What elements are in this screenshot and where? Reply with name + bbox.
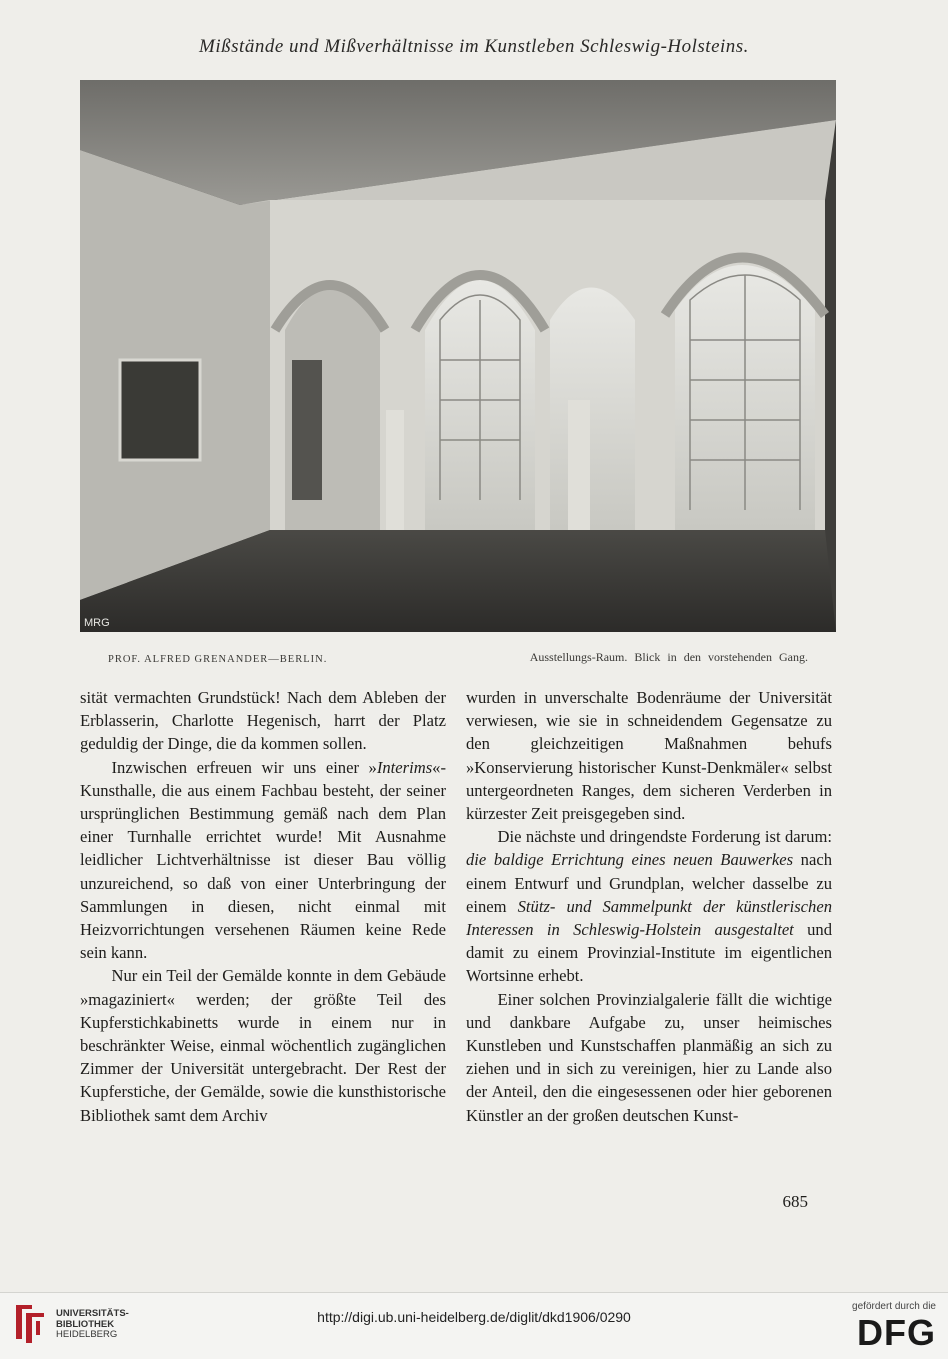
exhibition-room-photo	[80, 80, 836, 632]
paragraph: Inzwischen erfreuen wir uns einer »Interims«-Kunsthalle, die aus einem Fachbau besteht, der seiner ursprünglichen Bestimmung gemäß nach dem Plan einer Turnhalle errichtet wurde! Mit Ausnahme leidlicher Lichtverhältnisse ist dieser Bau völlig unzureichend, so daß von einer Unterbringung der Sammlungen in diesen, nicht einmal mit Heizvorrichtungen versehenen Räumen keine Rede sein kann.	[80, 757, 446, 963]
running-head: Mißstände und Mißverhältnisse im Kunstleben Schleswig-Holsteins.	[199, 36, 749, 57]
permalink-url[interactable]: http://digi.ub.uni-heidelberg.de/diglit/dkd1906/0290	[317, 1309, 631, 1325]
paragraph: Nur ein Teil der Gemälde konnte in dem Gebäude »magaziniert« werden; der größte Teil des Kupferstichkabinetts wurde in einem nur in beschränkter Weise, einmal wöchentlich zugänglichen Zimmer der Universität untergebracht. Der Rest der Kupferstiche, der Gemälde, sowie die kunsthistorische Bibliothek samt dem Archiv	[80, 966, 446, 1125]
paragraph: wurden in unverschalte Bodenräume der Universität verwiesen, wie sie in schneidendem Gegensatze zu den gleichzeitigen Maßnahmen behufs »Konservierung historischer Kunst-Denkmäler« selbst untergeordneten Ranges, dem sicheren Verderben in kürzester Zeit preisgegeben sind.	[466, 688, 832, 824]
dfg-logo[interactable]: DFG	[857, 1312, 936, 1353]
text-column-right	[466, 686, 832, 1127]
page-number: 685	[782, 1192, 808, 1211]
text-column-left	[80, 686, 446, 1127]
photo-caption: Ausstellungs-Raum. Blick in den vorstehenden Gang.	[529, 650, 808, 664]
emphasis: Interims	[376, 757, 433, 777]
library-name[interactable]: UNIVERSITÄTS- BIBLIOTHEK HEIDELBERG	[56, 1308, 129, 1340]
paragraph: sität vermachten Grundstück! Nach dem Ableben der Erblasserin, Charlotte Hegenisch, harrt der Platz geduldig der Dinge, die da kommen sollen.	[80, 688, 446, 754]
plate-mark: MRG	[84, 617, 110, 629]
emphasis: Stütz- und Sammelpunkt der künstlerischen Interessen in Schleswig-Holstein ausgestaltet	[466, 896, 832, 940]
paragraph: Einer solchen Provinzialgalerie fällt die wichtige und dankbare Aufgabe zu, unser heimisches Kunstleben und Kunstschaffen planmäßig an sich zu ziehen und in sich zu vereinigen, hier zu Lande also der Anteil, den die eingesessenen oder hier geborenen Künstler an der großen deutschen Kunst-	[466, 989, 832, 1125]
paragraph: Die nächste und dringendste Forderung ist darum: die baldige Errichtung eines neuen Bauwerkes nach einem Entwurf und Grundplan, welcher dasselbe zu einem Stütz- und Sammelpunkt der künstlerischen Interessen in Schleswig-Holstein ausgestaltet und damit zu einem Provinzial-Institute im eigentlichen Wortsinne erhebt.	[466, 827, 832, 986]
photo-credit: PROF. ALFRED GRENANDER—BERLIN.	[108, 654, 328, 665]
funding-label: gefördert durch die	[852, 1301, 936, 1312]
emphasis: die baldige Errichtung eines neuen Bauwerkes	[466, 850, 794, 870]
photo-plate	[80, 80, 836, 632]
viewer-footer	[0, 1292, 948, 1359]
